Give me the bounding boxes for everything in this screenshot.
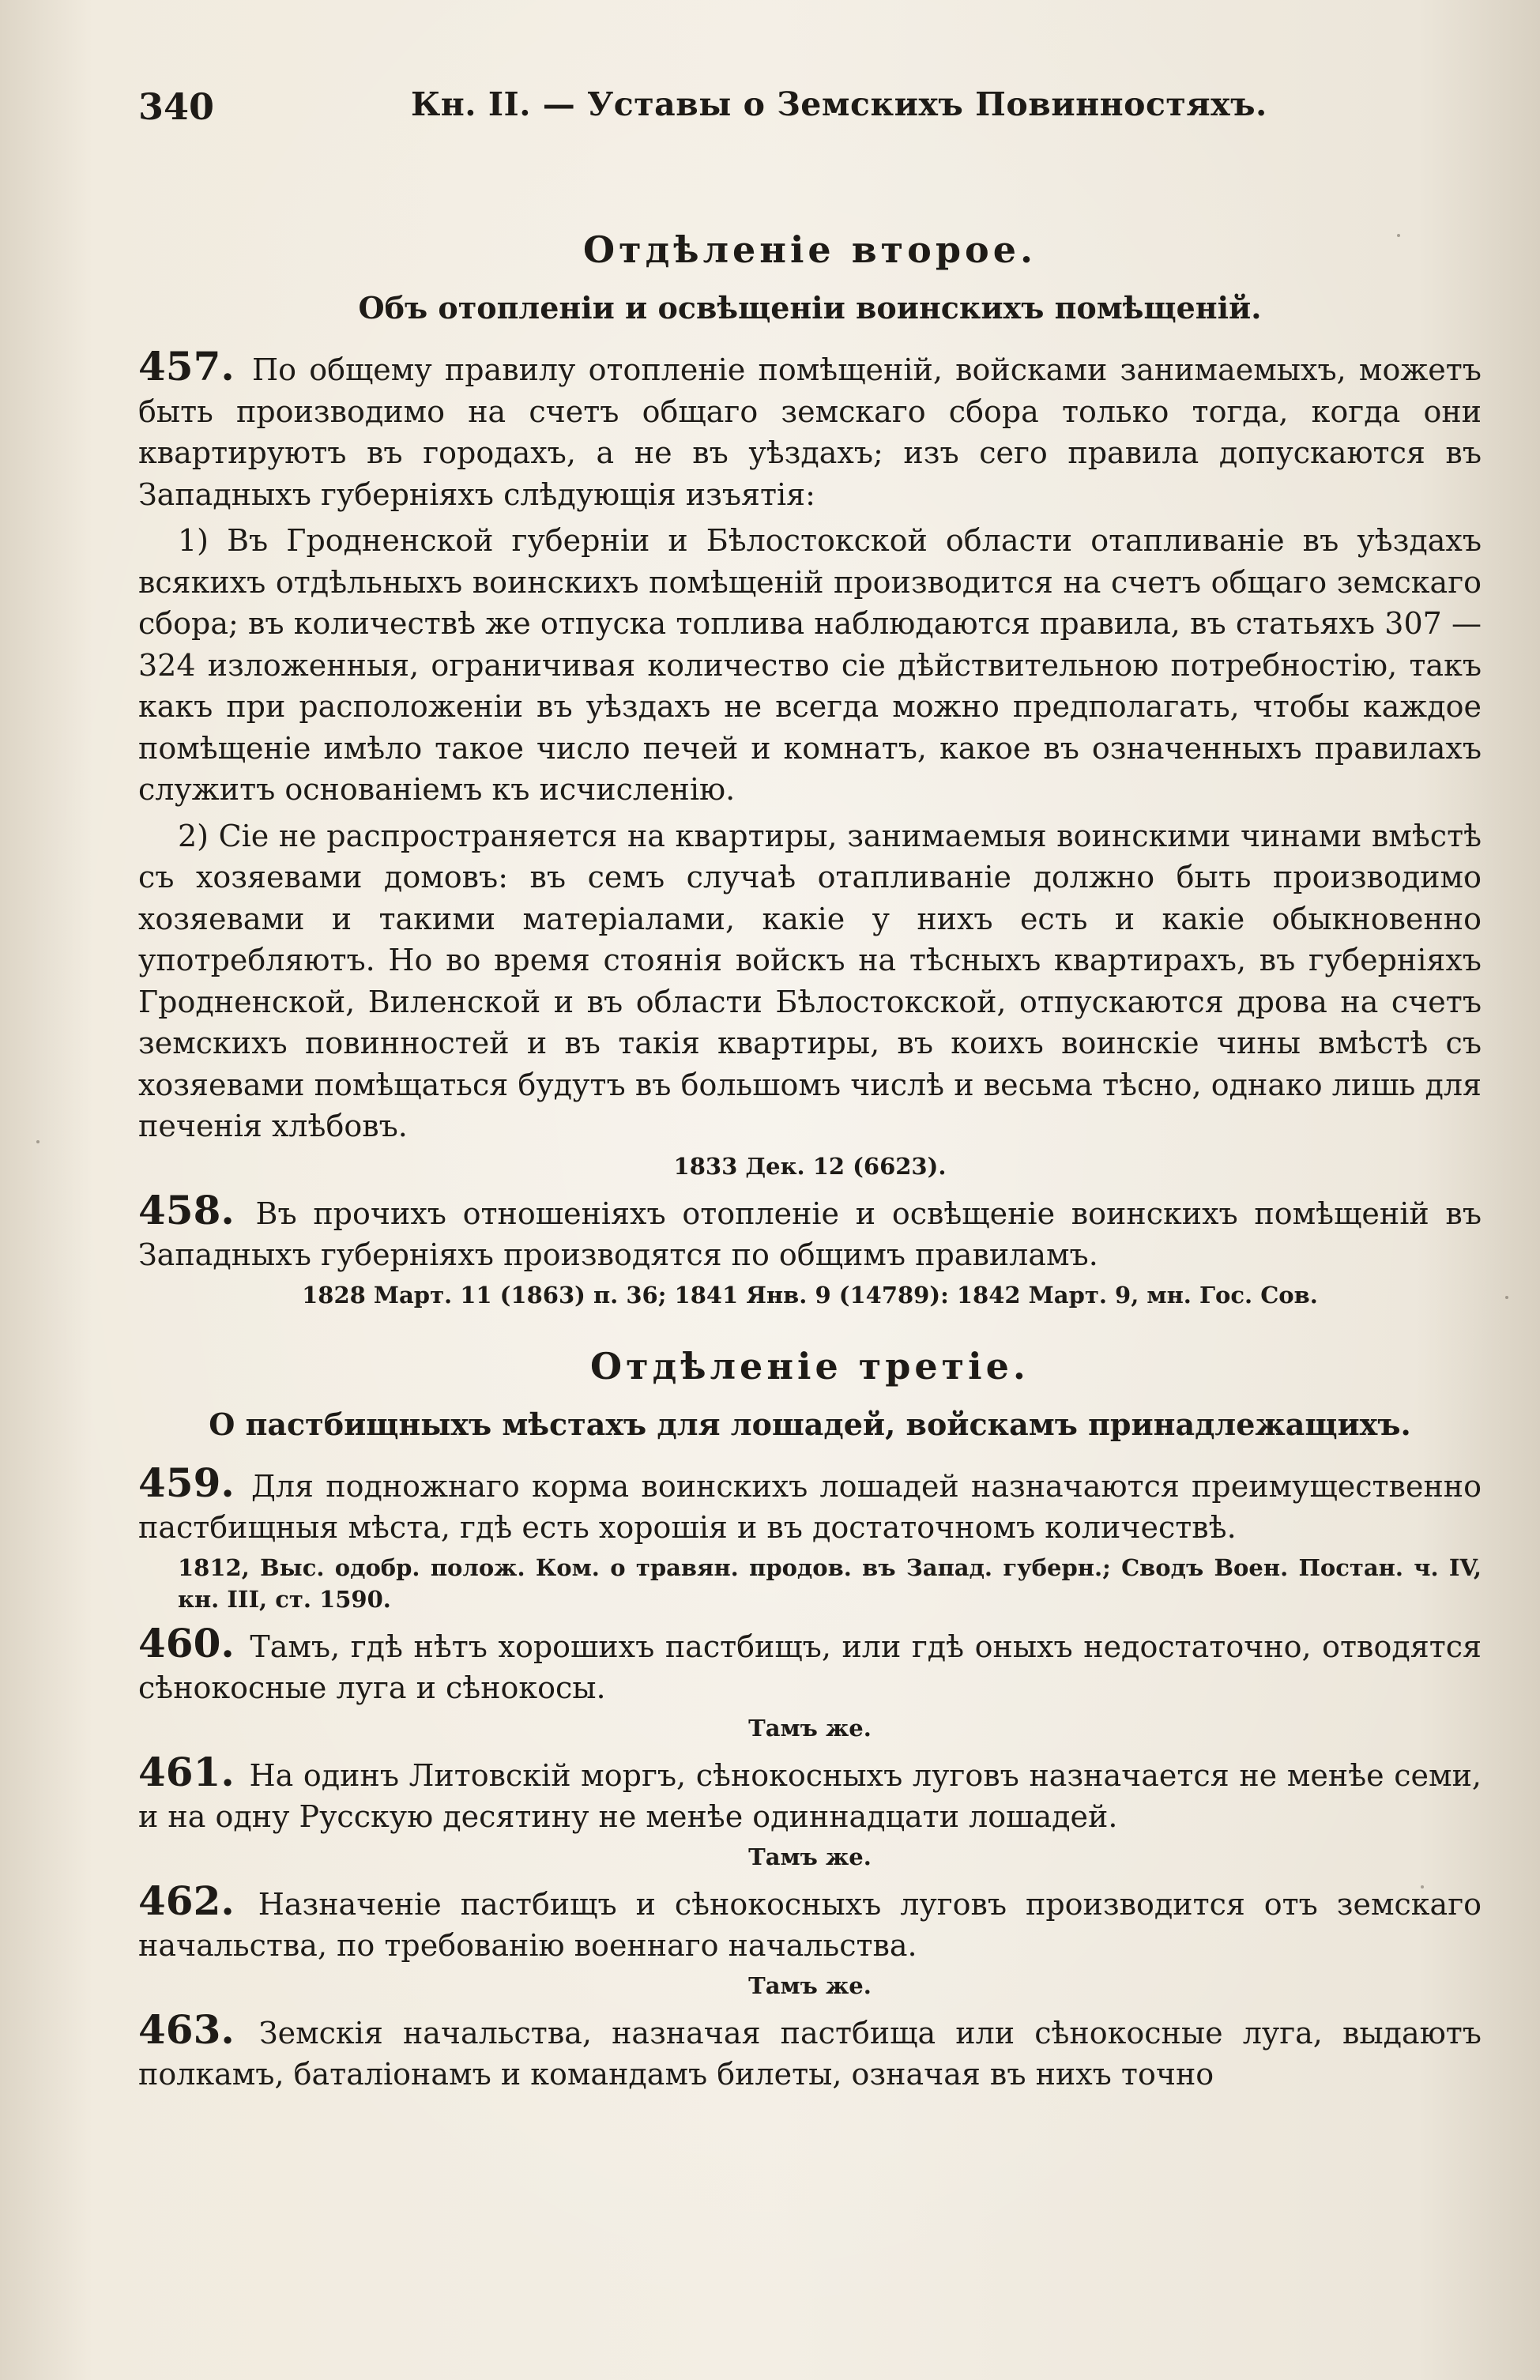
section-subtitle-second: Объ отопленіи и освѣщеніи воинскихъ помѣщеній.	[358, 290, 1262, 326]
article-number: 461.	[138, 1748, 235, 1795]
article-number: 463.	[138, 2005, 235, 2053]
article-461-source: Тамъ же.	[748, 1843, 872, 1870]
article-text: Для подножнаго корма воинскихъ лошадей назначаются преимущественно пастбищныя мѣста, гдѣ есть хорошія и въ достаточномъ количествѣ.	[138, 1468, 1482, 1545]
section-title-second: Отдѣленіе второе.	[583, 228, 1037, 271]
article-text: Земскія начальства, назначая пастбища или сѣнокосные луга, выдаютъ полкамъ, баталіонамъ и командамъ билеты, означая въ нихъ точно	[138, 2015, 1482, 2092]
article-463	[138, 2005, 1482, 2096]
article-number: 462.	[138, 1877, 235, 1924]
article-462-source: Тамъ же.	[748, 1971, 872, 1999]
section-title-third: Отдѣленіе третіе.	[590, 1344, 1030, 1388]
running-head-title: Кн. II. — Уставы о Земскихъ Повинностяхъ.	[411, 85, 1267, 123]
article-text: Назначеніе пастбищъ и сѣнокосныхъ луговъ производится отъ земскаго начальства, по требованію военнаго начальства.	[138, 1886, 1482, 1963]
article-457-item-1: 1) Въ Гродненской губерніи и Бѣлостокской области отапливаніе въ уѣздахъ всякихъ отдѣльныхъ воинскихъ помѣщеній производится на счетъ общаго земскаго сбора; въ количествѣ же отпуска топлива наблюдаются правила, въ статьяхъ 307 — 324 изложенныя, ограничивая количество сіе дѣйствительною потребностію, такъ какъ при расположеніи въ уѣздахъ не всегда можно предполагать, чтобы каждое помѣщеніе имѣло такое число печей и комнатъ, какое въ означенныхъ правилахъ служитъ основаніемъ къ исчисленію.	[138, 523, 1482, 807]
text-column	[138, 63, 1482, 2096]
article-text: Въ прочихъ отношеніяхъ отопленіе и освѣщеніе воинскихъ помѣщеній въ Западныхъ губерніяхъ производятся по общимъ правиламъ.	[138, 1196, 1482, 1272]
article-text: Тамъ, гдѣ нѣтъ хорошихъ пастбищъ, или гдѣ оныхъ недостаточно, отводятся сѣнокосные луга и сѣнокосы.	[138, 1629, 1482, 1705]
article-text: На одинъ Литовскій моргъ, сѣнокосныхъ луговъ назначается не менѣе семи, и на одну Русскую десятину не менѣе одиннадцати лошадей.	[138, 1757, 1482, 1834]
article-457	[138, 343, 1482, 515]
article-number: 458.	[138, 1186, 235, 1233]
article-460-source: Тамъ же.	[748, 1714, 872, 1742]
article-458-source: 1828 Март. 11 (1863) п. 36; 1841 Янв. 9 (14789): 1842 Март. 9, мн. Гос. Сов.	[302, 1281, 1318, 1309]
article-458	[138, 1186, 1482, 1276]
article-number: 457.	[138, 343, 235, 390]
page-number: 340	[138, 85, 215, 128]
paper-speck	[1505, 1296, 1508, 1299]
article-text: По общему правилу отопленіе помѣщеній, войсками занимаемыхъ, можетъ быть производимо на счетъ общаго земскаго сбора только тогда, когда они квартируютъ въ городахъ, а не въ уѣздахъ; изъ сего правила допускаются въ Западныхъ губерніяхъ слѣдующія изъятія:	[138, 352, 1482, 512]
running-head	[138, 63, 1482, 158]
article-461	[138, 1748, 1482, 1838]
article-460	[138, 1619, 1482, 1709]
article-459	[138, 1459, 1482, 1549]
paper-speck	[36, 1140, 40, 1143]
article-462	[138, 1877, 1482, 1967]
article-number: 460.	[138, 1619, 235, 1666]
article-457-item-2: 2) Сіе не распространяется на квартиры, занимаемыя воинскими чинами вмѣстѣ съ хозяевами домовъ: въ семъ случаѣ отапливаніе должно быть производимо хозяевами и такими матеріалами, какіе у нихъ есть и какіе обыкновенно употребляютъ. Но во время стоянія войскъ на тѣсныхъ квартирахъ, въ губерніяхъ Гродненской, Виленской и въ области Бѣлостокской, отпускаются дрова на счетъ земскихъ повинностей и въ такія квартиры, въ коихъ воинскіе чины вмѣстѣ съ хозяевами помѣщаться будутъ въ большомъ числѣ и весьма тѣсно, однако лишь для печенія хлѣбовъ.	[138, 818, 1482, 1143]
article-number: 459.	[138, 1459, 235, 1506]
article-457-source: 1833 Дек. 12 (6623).	[673, 1152, 947, 1180]
section-subtitle-third: О пастбищныхъ мѣстахъ для лошадей, войскамъ принадлежащихъ.	[209, 1406, 1411, 1442]
article-459-source: 1812, Выс. одобр. полож. Ком. о травян. продов. въ Запад. губерн.; Сводъ Воен. Постан. ч. IV, кн. III, ст. 1590.	[178, 1553, 1482, 1613]
